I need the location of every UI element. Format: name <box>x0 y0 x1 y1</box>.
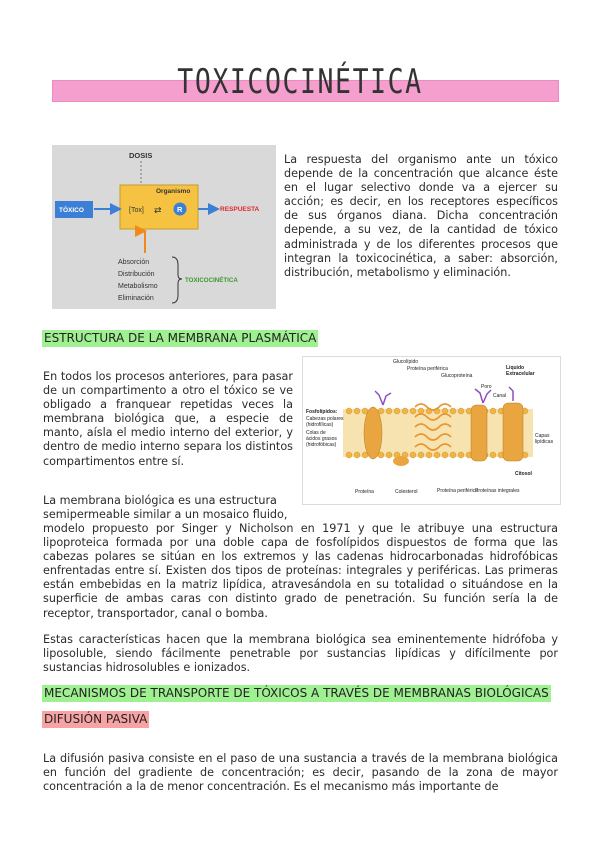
section3-paragraph-1: La difusión pasiva consiste en el paso de una sustancia a través de la membrana biológica en función del gradiente de concentración; es decir, pasando de la zona de mayor concentración a la de menor concentración. Es el mecanismo más importante de <box>43 752 558 794</box>
section1-paragraph-1: En todos los procesos anteriores, para pasar de un compartimento a otro el tóxico se ve obligado a franquear repetidas veces la membrana biológica que, a especie de manto, aísla el medio interno del exterior, y dentro de medio interno separa los distintos compartimentos entre sí. <box>43 370 293 468</box>
label-cabezas-polares: Cabezas polares <box>306 416 344 422</box>
label-fosfolipidos: Fosfolípidos: <box>306 409 338 415</box>
respuesta-label: RESPUESTA <box>220 206 260 213</box>
dosis-label: DOSIS <box>129 151 153 160</box>
label-extracelular: Extracelular <box>506 371 535 377</box>
section1-paragraph-2-rest: modelo propuesto por Singer y Nicholson en 1971 y que le atribuye una estructura lipoproteica formada por una doble capa de fosfolípidos dispuestos de forma que las cabezas polares se sitúan en los extremos y las cadenas hidrocarbonadas hidrofóbicas enfrentadas entre sí. Existen dos tipos de proteínas: integrales y periféricas. Las primeras están embebidas en la matriz lipídica, atravesándola en su totalidad o situándose en la superficie de ambas caras con distinto grado de penetración. Su función sería la de receptor, transportador, canal o bomba. <box>43 522 558 620</box>
toxico-label: TÓXICO <box>59 207 84 214</box>
label-proteina: Proteína <box>355 489 374 495</box>
membrane-illustration-svg <box>303 357 560 504</box>
toxicokinetics-diagram-svg <box>52 145 276 309</box>
label-proteinas-integrales: Proteínas integrales <box>475 488 520 494</box>
label-hidrofilicas: (hidrofílicas) <box>306 422 334 428</box>
peripheral-protein <box>393 456 409 466</box>
step-distribucion: Distribución <box>118 271 155 278</box>
channel-protein-2 <box>503 403 523 461</box>
channel-protein-1 <box>471 405 487 461</box>
label-proteina-periferica-top: Proteína periférica <box>407 366 448 372</box>
section-heading-passive-diffusion: DIFUSIÓN PASIVA <box>44 712 148 726</box>
glycolipid-chain <box>375 391 391 405</box>
membrane-illustration <box>302 356 561 505</box>
section-heading-membrane-structure: ESTRUCTURA DE LA MEMBRANA PLASMÁTICA <box>44 331 317 345</box>
steps-brace <box>172 257 182 303</box>
label-glucoproteina: Glucoproteína <box>441 373 473 379</box>
label-poro: Poro <box>481 384 492 390</box>
label-lipidicas: lipídicas <box>535 439 554 445</box>
label-capas: Capas <box>535 433 550 439</box>
section1-paragraph-3: Estas características hacen que la membrana biológica sea eminentemente hidrófoba y liposoluble, siendo fácilmente penetrable por sustancias lipídicas y difícilmente por sustancias hidrosolubles e ionizados. <box>43 633 558 675</box>
label-acidos-grasos: ácidos grasos <box>306 436 337 442</box>
page-title: TOXICOCINÉTICA <box>177 62 423 102</box>
receptor-label: R <box>177 205 183 214</box>
label-glucolipido: Glucolípido <box>393 359 419 365</box>
label-proteina-periferica: Proteína periférica <box>437 488 478 494</box>
step-absorcion: Absorción <box>118 259 150 266</box>
integral-protein-left <box>364 407 382 459</box>
organismo-label: Organismo <box>156 188 191 195</box>
section1-paragraph-2-line-1: La membrana biológica es una estructura <box>43 494 277 507</box>
tox-label: [Tox] <box>129 207 144 214</box>
section1-paragraph-2-start <box>43 494 298 522</box>
label-canal: Canal <box>493 393 507 399</box>
section1-paragraph-2-line-2: semipermeable similar a un mosaico fluido, <box>43 508 288 522</box>
toxicokinetics-diagram <box>52 145 276 309</box>
step-eliminacion: Eliminación <box>118 295 154 302</box>
label-hidrofobicas: (hidrofóbicas) <box>306 442 337 448</box>
intro-paragraph: La respuesta del organismo ante un tóxico depende de la concentración que alcance éste en el lugar selectivo donde va a ejercer su acción; es decir, en los receptores específicos de sus órganos diana. Dicha concentración depende, a su vez, de la cantidad de tóxico administrada y de los diferentes procesos que integran la toxicocinética, a saber: absorción, distribución, metabolismo y eliminación. <box>284 153 558 279</box>
section-heading-transport-mechanisms: MECANISMOS DE TRANSPORTE DE TÓXICOS A TRAVÉS DE MEMBRANAS BIOLÓGICAS <box>44 686 549 700</box>
label-colas: Colas de <box>306 430 326 436</box>
equilibrium-arrows-icon: ⇄ <box>154 206 162 216</box>
label-colesterol: Colesterol <box>395 489 418 495</box>
label-citosol: Citosol <box>515 471 532 477</box>
step-metabolismo: Metabolismo <box>118 283 158 290</box>
toxicocinetica-label: TOXICOCINÉTICA <box>185 277 238 284</box>
label-liquido: Líquido <box>506 365 525 371</box>
